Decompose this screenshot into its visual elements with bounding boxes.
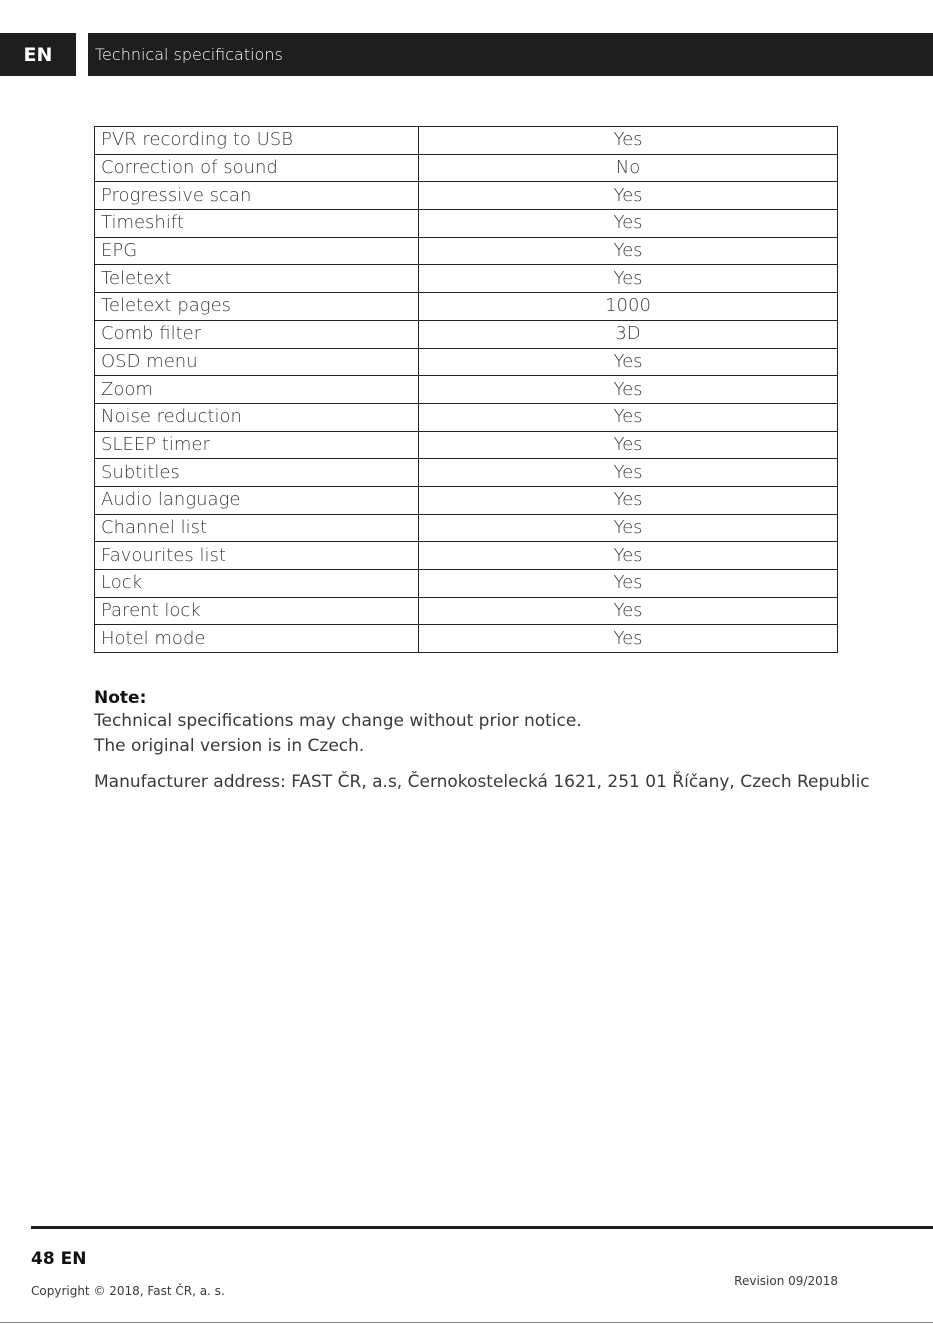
copyright: Copyright © 2018, Fast ČR, a. s. — [31, 1284, 225, 1298]
spec-value: Yes — [419, 210, 838, 238]
table-row — [95, 293, 838, 321]
spec-value: Yes — [419, 376, 838, 404]
spec-key: Favourites list — [95, 542, 419, 570]
manufacturer-address: Manufacturer address: FAST ČR, a.s, Černokostelecká 1621, 251 01 Říčany, Czech Republic — [94, 772, 870, 792]
spec-key: Correction of sound — [95, 154, 419, 182]
table-row — [95, 625, 838, 653]
spec-value: 3D — [419, 320, 838, 348]
footer-divider — [31, 1226, 933, 1229]
spec-value: Yes — [419, 237, 838, 265]
spec-table — [94, 126, 838, 653]
spec-value: Yes — [419, 348, 838, 376]
spec-key: SLEEP timer — [95, 431, 419, 459]
table-row — [95, 376, 838, 404]
spec-key: OSD menu — [95, 348, 419, 376]
spec-value: Yes — [419, 265, 838, 293]
spec-value: Yes — [419, 403, 838, 431]
spec-value: Yes — [419, 570, 838, 598]
spec-value: 1000 — [419, 293, 838, 321]
spec-key: Teletext pages — [95, 293, 419, 321]
table-row — [95, 127, 838, 155]
spec-value: Yes — [419, 542, 838, 570]
spec-value: Yes — [419, 431, 838, 459]
note-line-2: The original version is in Czech. — [94, 736, 365, 756]
table-row — [95, 486, 838, 514]
table-row — [95, 348, 838, 376]
spec-key: EPG — [95, 237, 419, 265]
spec-value: Yes — [419, 182, 838, 210]
spec-key: Timeshift — [95, 210, 419, 238]
table-row — [95, 265, 838, 293]
spec-value: Yes — [419, 459, 838, 487]
table-row — [95, 514, 838, 542]
language-badge: EN — [0, 33, 76, 76]
spec-key: Zoom — [95, 376, 419, 404]
spec-value: No — [419, 154, 838, 182]
table-row — [95, 320, 838, 348]
table-row — [95, 403, 838, 431]
bottom-divider — [0, 1322, 933, 1323]
table-row — [95, 542, 838, 570]
spec-key: Teletext — [95, 265, 419, 293]
spec-value: Yes — [419, 597, 838, 625]
section-title: Technical specifications — [95, 45, 283, 64]
spec-key: Progressive scan — [95, 182, 419, 210]
spec-key: Audio language — [95, 486, 419, 514]
spec-value: Yes — [419, 486, 838, 514]
spec-key: PVR recording to USB — [95, 127, 419, 155]
spec-key: Subtitles — [95, 459, 419, 487]
spec-key: Hotel mode — [95, 625, 419, 653]
table-row — [95, 182, 838, 210]
spec-key: Channel list — [95, 514, 419, 542]
spec-value: Yes — [419, 514, 838, 542]
table-row — [95, 597, 838, 625]
note-line-1: Technical specifications may change without prior notice. — [94, 711, 582, 731]
page-number: 48 EN — [31, 1249, 87, 1269]
spec-key: Parent lock — [95, 597, 419, 625]
table-row — [95, 237, 838, 265]
note-title: Note: — [94, 688, 147, 708]
spec-key: Lock — [95, 570, 419, 598]
table-row — [95, 154, 838, 182]
spec-value: Yes — [419, 127, 838, 155]
table-row — [95, 570, 838, 598]
spec-key: Noise reduction — [95, 403, 419, 431]
spec-key: Comb filter — [95, 320, 419, 348]
table-row — [95, 459, 838, 487]
section-header — [88, 33, 933, 76]
table-row — [95, 431, 838, 459]
spec-value: Yes — [419, 625, 838, 653]
revision: Revision 09/2018 — [734, 1274, 838, 1288]
table-row — [95, 210, 838, 238]
